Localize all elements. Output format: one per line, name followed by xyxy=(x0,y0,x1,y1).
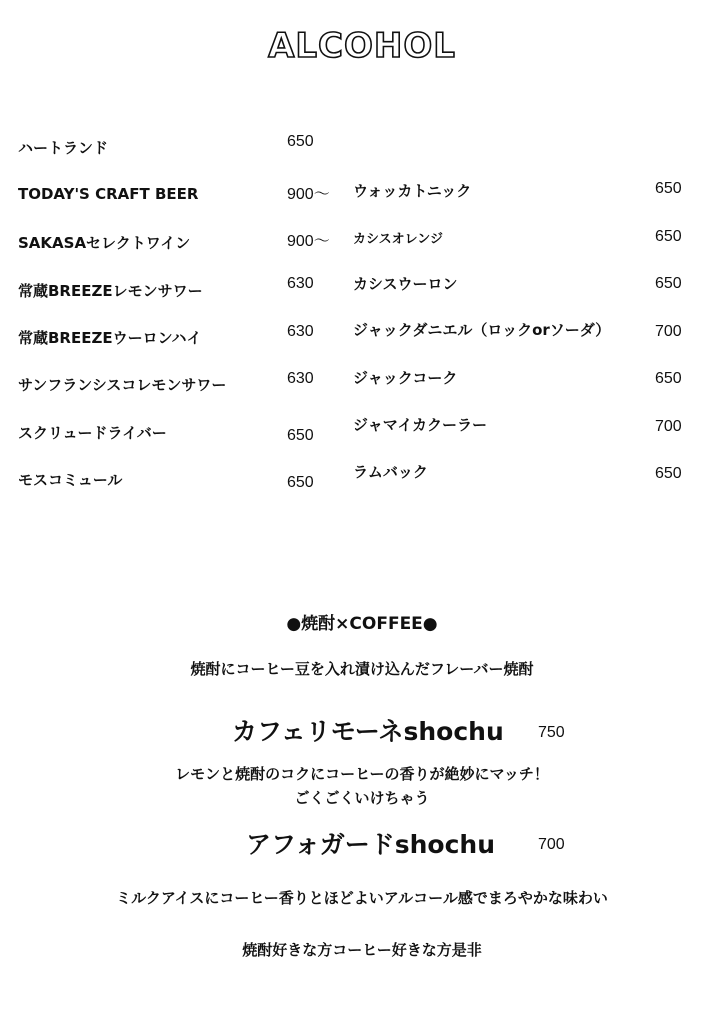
featured-item-name: カフェリモーネshochu xyxy=(232,717,504,746)
menu-item-price: 650 xyxy=(287,133,314,150)
menu-item-name: SAKASAセレクトワイン xyxy=(18,234,191,252)
menu-item-price: 650 xyxy=(655,465,682,482)
menu-item-name: カシスウーロン xyxy=(353,275,458,293)
menu-item-name: モスコミュール xyxy=(18,471,123,489)
menu-item-name: ジャマイカクーラー xyxy=(353,416,487,434)
featured-item-price: 750 xyxy=(538,724,565,741)
menu-item-price: 650 xyxy=(655,180,682,197)
menu-item-price: 900〜 xyxy=(287,233,330,250)
menu-item-name: 常蔵BREEZEレモンサワー xyxy=(18,282,203,300)
menu-item-name: TODAY'S CRAFT BEER xyxy=(18,185,199,203)
menu-item-name: ハートランド xyxy=(18,139,109,157)
menu-item-price: 900〜 xyxy=(287,186,330,203)
menu-item-name: ジャックダニエル（ロックorソーダ） xyxy=(353,321,611,339)
menu-item-price: 700 xyxy=(655,418,682,435)
featured-item-description: ごくごくいけちゃう xyxy=(294,789,430,807)
menu-item-price: 650 xyxy=(655,370,682,387)
menu-item-price: 700 xyxy=(655,323,682,340)
menu-item-name: カシスオレンジ xyxy=(353,232,443,247)
menu-item-price: 650 xyxy=(287,474,314,491)
section-description: 焼酎にコーヒー豆を入れ漬け込んだフレーバー焼酎 xyxy=(190,660,534,678)
menu-item-name: 常蔵BREEZEウーロンハイ xyxy=(18,329,202,347)
section-heading: ●焼酎×COFFEE● xyxy=(286,614,438,634)
menu-item-price: 650 xyxy=(287,427,314,444)
menu-item-name: スクリュードライバー xyxy=(18,424,167,442)
featured-item-price: 700 xyxy=(538,836,565,853)
menu-item-name: ジャックコーク xyxy=(353,369,458,387)
menu-item-name: ラムバック xyxy=(353,463,428,481)
featured-item-description: ミルクアイスにコーヒー香りとほどよいアルコール感でまろやかな味わい xyxy=(116,889,608,907)
page-title: ALCOHOL xyxy=(268,26,456,66)
menu-item-price: 630 xyxy=(287,323,314,340)
section-footer: 焼酎好きな方コーヒー好きな方是非 xyxy=(242,941,482,959)
menu-item-price: 650 xyxy=(655,228,682,245)
menu-item-price: 630 xyxy=(287,275,314,292)
menu-item-name: ウォッカトニック xyxy=(353,182,472,200)
menu-item-name: サンフランシスコレモンサワー xyxy=(18,376,227,394)
menu-item-price: 650 xyxy=(655,275,682,292)
menu-item-price: 630 xyxy=(287,370,314,387)
featured-item-description: レモンと焼酎のコクにコーヒーの香りが絶妙にマッチ！ xyxy=(175,765,549,783)
featured-item-name: アフォガードshochu xyxy=(246,830,496,859)
